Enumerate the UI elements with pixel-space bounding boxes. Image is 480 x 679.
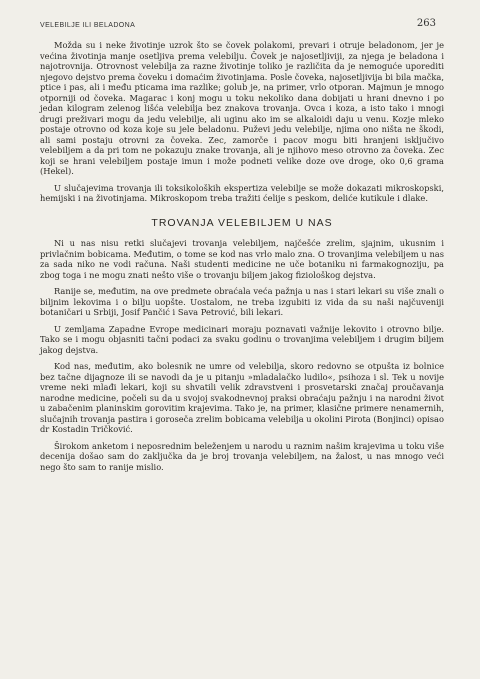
paragraph: U slučajevima trovanja ili toksikoloških ekspertiza velebilje se može dokazati mikroskopski, hemijski i na životinjama. Mikroskopom treba tražiti ćelije s peskom, deliće kutikule i dlake. [40,182,444,203]
paragraph: Ni u nas nisu retki slučajevi trovanja velebiljem, najčešće zrelim, sjajnim, ukusnim i privlačnim bobicama. Međutim, o tome se kod nas vrlo malo zna. O trovanjima velebiljem u nas za sada niko ne vodi računa. Naši studenti medicine ne uče botaniku ni farmakognoziju, pa zbog toga i ne mogu znati nešto više o trovanju biljem jakog fiziološkog dejstva. [40,238,444,280]
page-body [40,40,444,472]
paragraph: U zemljama Zapadne Evrope medicinari moraju poznavati važnije lekovito i otrovno bilje. Tako se i mogu objasniti tačni podaci za svaku godinu o trovanjima velebiljem i drugim biljem jakog dejstva. [40,323,444,355]
page-number: 263 [416,18,436,29]
paragraph: Širokom anketom i neposrednim beleženjem u narodu u raznim našim krajevima u toku više decenija došao sam do zaključka da je broj trovanja velebiljem, na žalost, u nas mnogo veći nego što sam to ranije mislio. [40,440,444,472]
paragraph: Možda su i neke životinje uzrok što se čovek polakomi, prevari i otruje beladonom, jer je većina životinja manje osetljiva prema velebilju. Čovek je najosetljiviji, za njega je beladona i najotrovnija. Otrovnost velebilja za razne životinje toliko je različita da je nemoguće uporediti njegovo dejstvo prema čoveku i domaćim životinjama. Posle čoveka, najosetljivija bi bila mačka, ptice i pas, ali i među pticama ima razlike; golub je, na primer, vrlo otporan. Majmun je mnogo otporniji od čoveka. Magarac i konj mogu u toku nekoliko dana dobijati u hrani dnevno i po jedan kilogram zelenog lišća velebilja bez znakova trovanja. Ovca i koza, a isto tako i mnogi drugi preživari mogu da jedu velebilje, ali uginu ako im se alkaloidi daju u venu. Kozje mleko postaje otrovno od koza koje su jele beladonu. Puževi jedu velebilje, njima ono ništa ne škodi, ali sami postaju otrovni za čoveka. Zec, zamorče i pacov mogu biti hranjeni isključivo velebiljem a da pri tom ne pokazuju znake trovanja, ali je njihovo meso otrovno za čoveka. Zec koji se hrani velebiljem postaje imun i može podneti velike doze ove droge, oko 0,6 grama (Hekel). [40,40,444,176]
paragraph: Ranije se, međutim, na ove predmete obraćala veća pažnja u nas i stari lekari su više znali o biljnim lekovima i o bilju uopšte. Uostalom, ne treba izgubiti iz vida da su naši najčuveniji botaničari u Srbiji, Josif Pančić i Sava Petrović, bili lekari. [40,286,444,317]
section-heading: TROVANJA VELEBILJEM U NAS [151,216,333,229]
running-title: VELEBILJE ILI BELADONA [40,22,136,29]
paragraph: Kod nas, međutim, ako bolesnik ne umre od velebilja, skoro redovno se otpušta iz bolnice bez tačne dijagnoze ili se navodi da je u pitanju »mladalačko ludilo«, psihoza i sl. Tek u novije vreme neki mlađi lekari, koji su shvatili velik zdravstveni i prosvetarski značaj proučavanja narodne medicine, počeli su da u svojoj svakodnevnoj praksi obraćaju pažnju i na narodni život u zabačenim planinskim gorovitim krajevima. Tako je, na primer, klasične primere nenamernih, slučajnih trovanja pastira i goroseča zrelim bobicama velebilja u okolini Pirota (Bonjinci) opisao dr Kostadin Tričković. [40,361,444,434]
